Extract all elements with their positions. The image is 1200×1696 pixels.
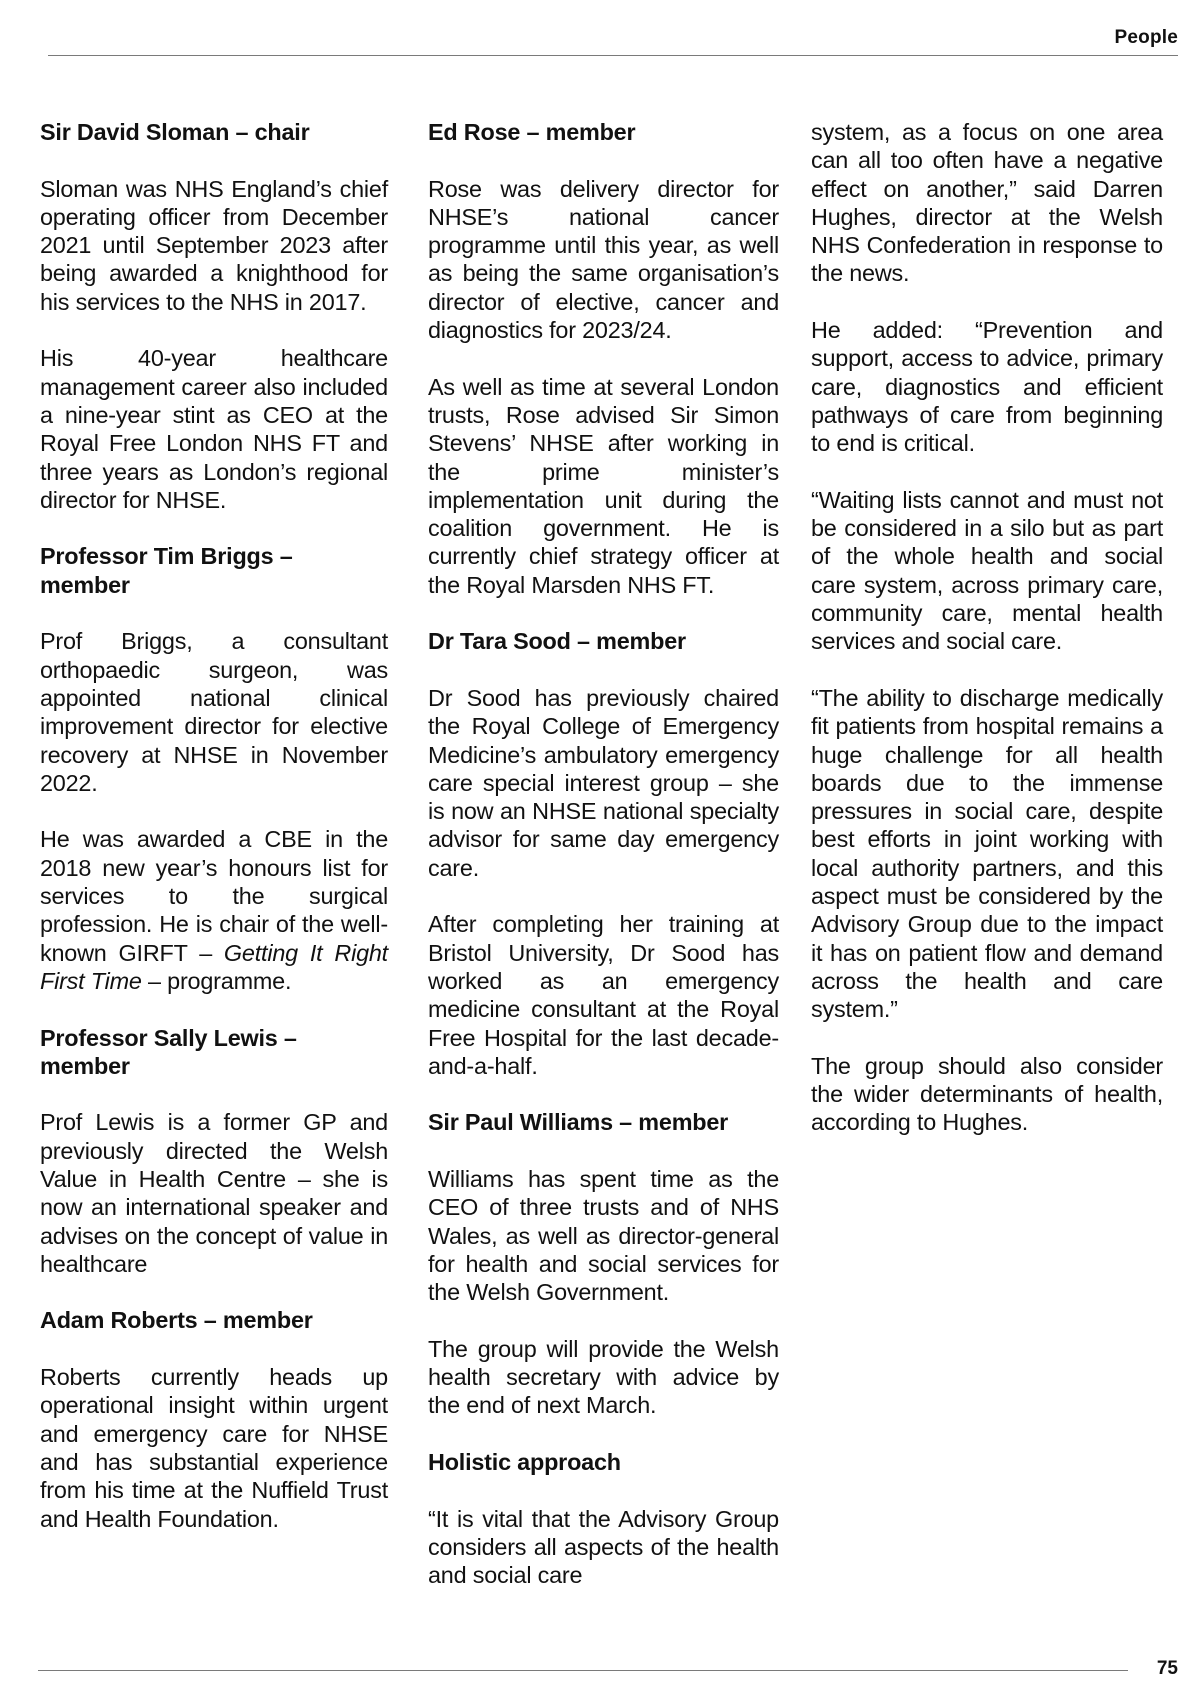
holistic-paragraph-1: “It is vital that the Advisory Group considers all aspects of the health and social care [428,1505,779,1589]
heading-williams: Sir Paul Williams – member [428,1109,729,1136]
heading-roberts: Adam Roberts – member [40,1307,313,1334]
footer-rule [38,1670,1128,1671]
continued-paragraph: system, as a focus on one area can all too often have a negative effect on another,” said Darren Hughes, director at the Welsh NHS Confederation in response to the news. [811,119,1163,287]
sloman-paragraph-2: His 40-year healthcare management career also included a nine-year stint as CEO at the Royal Free London NHS FT and three years as London’s regional director for NHSE. [40,345,388,513]
hughes-paragraph-2: He added: “Prevention and support, access to advice, primary care, diagnostics and efficient pathways of care from beginning to end is critical. [811,317,1163,457]
hughes-paragraph-4: “The ability to discharge medically fit patients from hospital remains a huge challenge for all health boards due to the immense pressures in social care, despite best efforts in joint working with local authority partners, and this aspect must be considered by the Advisory Group due to the impact it has on patient flow and demand across the health and care system.” [811,684,1163,1023]
briggs-paragraph-2-end: – programme. [141,967,292,994]
roberts-paragraph-1: Roberts currently heads up operational insight within urgent and emergency care for NHSE and has substantial experience from his time at the Nuffield Trust and Health Foundation. [40,1364,388,1532]
hughes-paragraph-3: “Waiting lists cannot and must not be considered in a silo but as part of the whole health and social care system, across primary care, community care, mental health services and social care. [811,486,1163,655]
header-rule [48,55,1178,56]
heading-rose: Ed Rose – member [428,119,636,145]
briggs-paragraph-1: Prof Briggs, a consultant orthopaedic surgeon, was appointed national clinical improvement director for elective recovery at NHSE in November 2022. [40,628,388,796]
williams-paragraph-1: Williams has spent time as the CEO of three trusts and of NHS Wales, as well as director-general for health and social services for the Welsh Government. [428,1165,779,1306]
heading-briggs: Professor Tim Briggs – member [40,543,293,598]
briggs-paragraph-2-start: He was awarded a CBE in the 2018 new year’s honours list for services to the surgical profession. He is chair of the well-known GIRFT – [40,826,388,966]
lewis-paragraph-1: Prof Lewis is a former GP and previously directed the Welsh Value in Health Centre – she is now an international speaker and advises on the concept of value in healthcare [40,1109,388,1277]
rose-paragraph-2: As well as time at several London trusts, Rose advised Sir Simon Stevens’ NHSE after working in the prime minister’s implementation unit during the coalition government. He is currently chief strategy officer at the Royal Marsden NHS FT. [428,373,779,598]
heading-sood: Dr Tara Sood – member [428,628,686,655]
section-label: People [1114,27,1178,48]
sood-paragraph-2: After completing her training at Bristol University, Dr Sood has worked as an emergency medicine consultant at the Royal Free Hospital for the last decade-and-a-half. [428,911,779,1079]
column-3 [811,118,1163,1137]
heading-lewis: Professor Sally Lewis – member [40,1024,297,1079]
group-paragraph: The group will provide the Welsh health secretary with advice by the end of next March. [428,1335,779,1419]
briggs-paragraph-2 [40,825,388,995]
heading-holistic-approach: Holistic approach [428,1448,621,1475]
sood-paragraph-1: Dr Sood has previously chaired the Royal College of Emergency Medicine’s ambulatory emergency care special interest group – she is now an NHSE national specialty advisor for same day emergency care. [428,684,779,881]
rose-paragraph-1: Rose was delivery director for NHSE’s national cancer programme until this year, as well as being the same organisation’s director of elective, cancer and diagnostics for 2023/24. [428,175,779,344]
column-1 [40,118,388,1533]
sloman-paragraph-1: Sloman was NHS England’s chief operating officer from December 2021 until September 2023 after being awarded a knighthood for his services to the NHS in 2017. [40,175,388,315]
heading-sloman: Sir David Sloman – chair [40,119,310,145]
hughes-paragraph-5: The group should also consider the wider determinants of health, according to Hughes. [811,1052,1163,1136]
column-2 [428,118,779,1589]
girft-expansion: Getting It Right First Time [40,939,388,994]
page-number: 75 [1156,1658,1178,1679]
